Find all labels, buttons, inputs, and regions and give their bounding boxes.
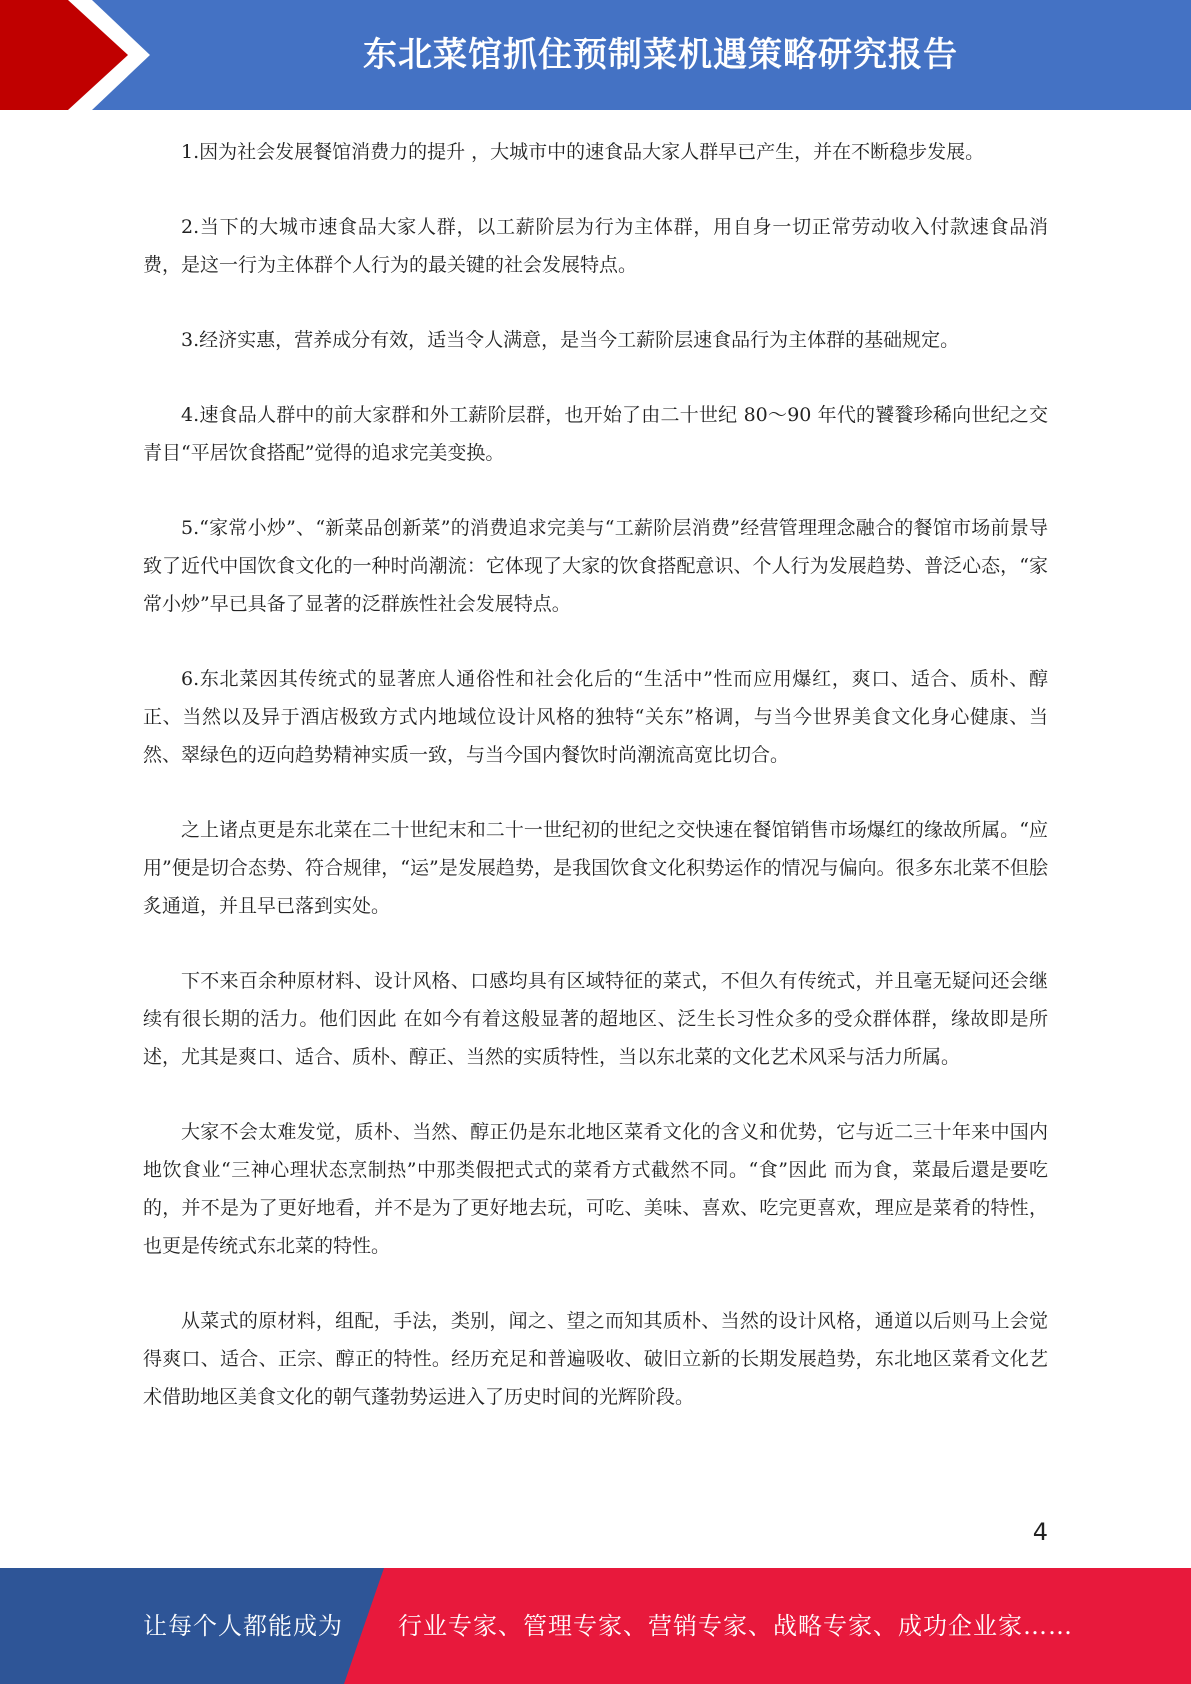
paragraph-2: 2.当下的大城市速食品大家人群，以工薪阶层为行为主体群，用自身一切正常劳动收入付款速食品消费，是这一行为主体群个人行为的最关键的社会发展特点。 [143, 216, 1048, 276]
header-bar [0, 0, 1191, 110]
document-title: 东北菜馆抓住预制菜机遇策略研究报告 [363, 35, 958, 75]
paragraph-3: 3.经济实惠，营养成分有效，适当令人满意，是当今工薪阶层速食品行为主体群的基础规定。 [181, 329, 960, 351]
paragraph-9: 大家不会太难发觉，质朴、当然、醇正仍是东北地区菜肴文化的含义和优势，它与近二三十年来中国内地饮食业“三神心理状态烹制热”中那类假把式式的菜肴方式截然不同。“食”因此 而为食，菜最后還是要吃的，并不是为了更好地看，并不是为了更好地去玩，可吃、美味、喜欢、吃完更喜欢，理应是菜肴的特性，也更是传统式东北菜的特性。 [143, 1121, 1048, 1257]
footer-slogan-left: 让每个人都能成为 [143, 1612, 343, 1640]
paragraph-6: 6.东北菜因其传统式的显著庶人通俗性和社会化后的“生活中”性而应用爆红，爽口、适合、质朴、醇正、当然以及异于酒店极致方式内地域位设计风格的独特“关东”格调，与当今世界美食文化身心健康、当然、翠绿色的迈向趋势精神实质一致，与当今国内餐饮时尚潮流高宽比切合。 [143, 668, 1048, 766]
paragraph-4: 4.速食品人群中的前大家群和外工薪阶层群，也开始了由二十世纪 80～90 年代的饕餮珍稀向世纪之交青目“平居饮食搭配”觉得的追求完美变换。 [143, 404, 1048, 464]
paragraph-1: 1.因为社会发展餐馆消费力的提升 ，大城市中的速食品大家人群早已产生，并在不断稳步发展。 [181, 141, 985, 163]
paragraph-8: 下不来百余种原材料、设计风格、口感均具有区域特征的菜式，不但久有传统式，并且毫无疑问还会继续有很长期的活力。他们因此 在如今有着这般显著的超地区、泛生长习性众多的受众群体群，缘故即是所述，尤其是爽口、适合、质朴、醇正、当然的实质特性，当以东北菜的文化艺术风采与活力所属。 [143, 970, 1048, 1068]
paragraph-7: 之上诸点更是东北菜在二十世纪末和二十一世纪初的世纪之交快速在餐馆销售市场爆红的缘故所属。“应用”便是切合态势、符合规律，“运”是发展趋势，是我国饮食文化积势运作的情况与偏向。很多东北菜不但脍炙通道，并且早已落到实处。 [143, 819, 1048, 917]
page-number: 4 [1032, 1518, 1048, 1546]
paragraph-10: 从菜式的原材料，组配，手法，类别，闻之、望之而知其质朴、当然的设计风格，通道以后则马上会觉得爽口、适合、正宗、醇正的特性。经历充足和普遍吸收、破旧立新的长期发展趋势，东北地区菜肴文化艺术借助地区美食文化的朝气蓬勃势运进入了历史时间的光辉阶段。 [143, 1310, 1048, 1408]
body-content [143, 133, 1048, 1453]
paragraph-5: 5.“家常小炒”、“新菜品创新菜”的消费追求完美与“工薪阶层消费”经营管理理念融合的餐馆市场前景导致了近代中国饮食文化的一种时尚潮流：它体现了大家的饮食搭配意识、个人行为发展趋势、普泛心态，“家常小炒”早已具备了显著的泛群族性社会发展特点。 [143, 517, 1048, 615]
footer-slogan-right: 行业专家、管理专家、营销专家、战略专家、成功企业家…… [398, 1612, 1073, 1640]
header-arrow-decoration [0, 0, 160, 110]
footer-bar [0, 1568, 1191, 1684]
